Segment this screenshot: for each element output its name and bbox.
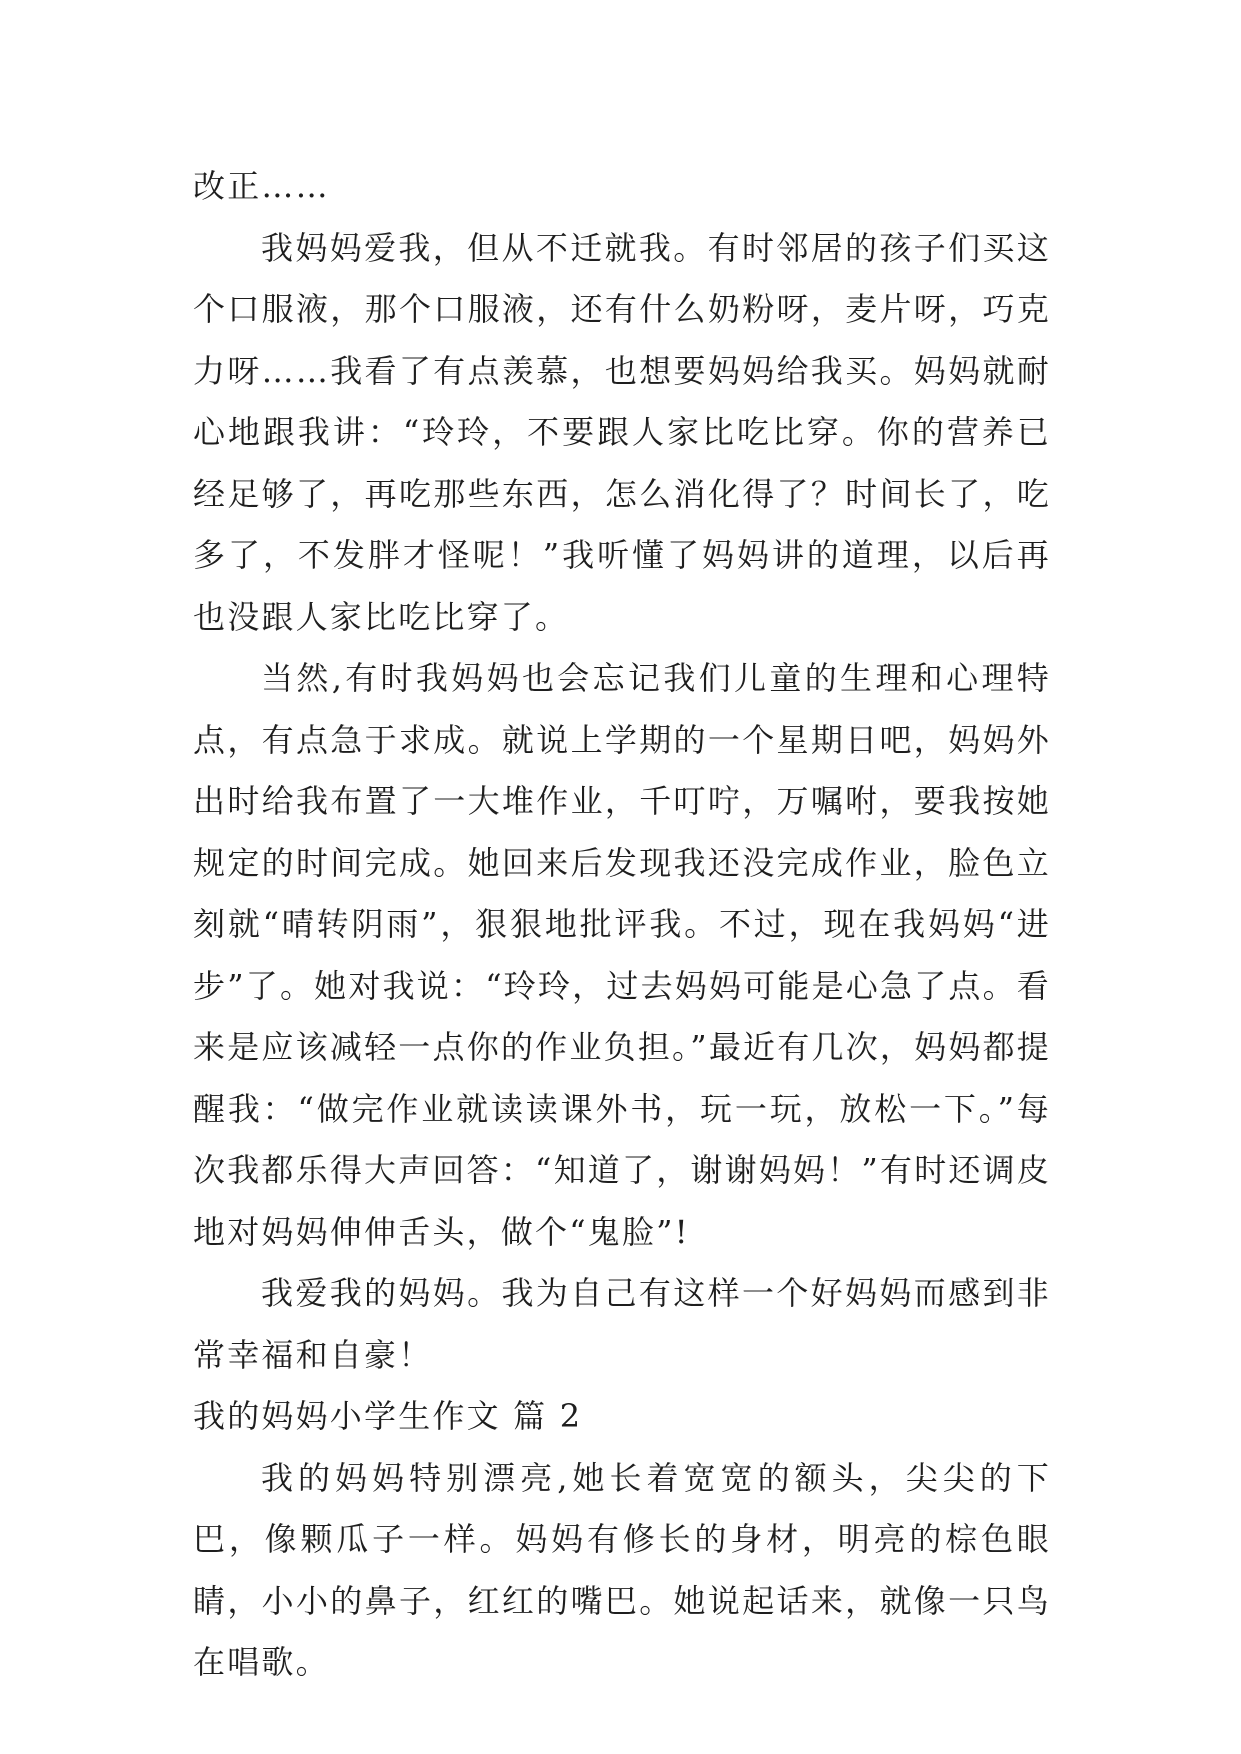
paragraph: 当然,有时我妈妈也会忘记我们儿童的生理和心理特点，有点急于求成。就说上学期的一个星期日吧，妈妈外出时给我布置了一大堆作业，千叮咛，万嘱咐，要我按她规定的时间完成。她回来后发现我还没完成作业，脸色立刻就“晴转阴雨”，狠狠地批评我。不过，现在我妈妈“进步”了。她对我说：“玲玲，过去妈妈可能是心急了点。看来是应该减轻一点你的作业负担。”最近有几次，妈妈都提醒我：“做完作业就读读课外书，玩一玩，放松一下。”每次我都乐得大声回答：“知道了，谢谢妈妈！”有时还调皮地对妈妈伸伸舌头，做个“鬼脸”! xyxy=(193,659,1051,1251)
paragraph-continuation: 改正…… xyxy=(193,167,330,205)
paragraph: 我的妈妈特别漂亮,她长着宽宽的额头，尖尖的下巴，像颗瓜子一样。妈妈有修长的身材，明亮的棕色眼睛，小小的鼻子，红红的嘴巴。她说起话来，就像一只鸟在唱歌。 xyxy=(193,1458,1051,1681)
document-body xyxy=(193,156,1051,1694)
paragraph: 我爱我的妈妈。我为自己有这样一个好妈妈而感到非常幸福和自豪！ xyxy=(193,1274,1051,1374)
section-heading: 我的妈妈小学生作文 篇 2 xyxy=(193,1397,583,1435)
paragraph: 我妈妈爱我，但从不迁就我。有时邻居的孩子们买这个口服液，那个口服液，还有什么奶粉呀，麦片呀，巧克力呀……我看了有点羡慕，也想要妈妈给我买。妈妈就耐心地跟我讲：“玲玲，不要跟人家比吃比穿。你的营养已经足够了，再吃那些东西，怎么消化得了？时间长了，吃多了，不发胖才怪呢！”我听懂了妈妈讲的道理，以后再也没跟人家比吃比穿了。 xyxy=(193,228,1051,636)
